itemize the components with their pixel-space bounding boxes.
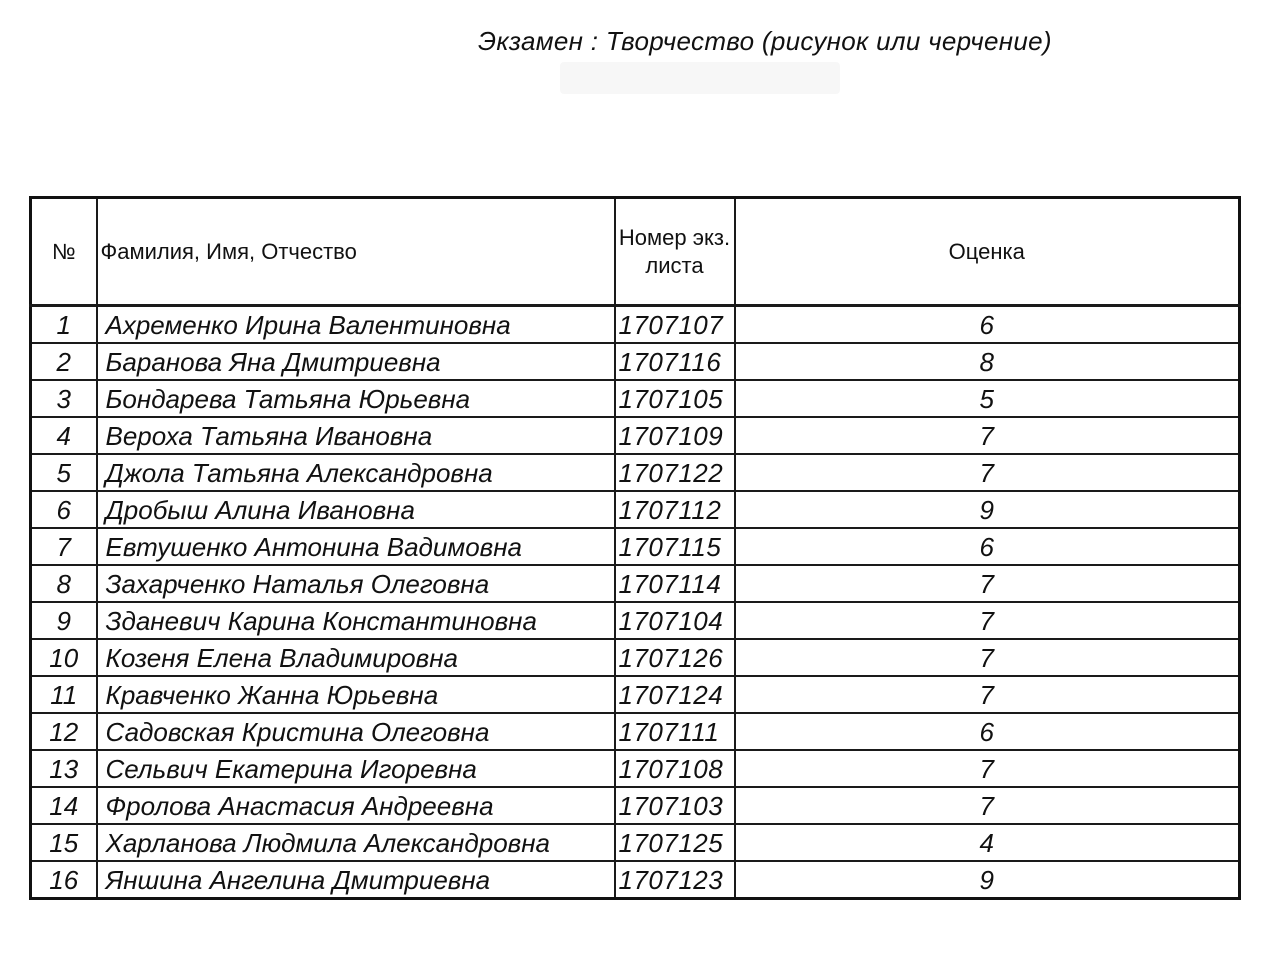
table-row [31, 528, 1240, 565]
row-sheet-number: 1707104 [615, 602, 735, 639]
table-row [31, 861, 1240, 899]
scan-artifact [560, 62, 840, 94]
row-number: 6 [31, 491, 97, 528]
row-sheet-number: 1707103 [615, 787, 735, 824]
table-row [31, 713, 1240, 750]
row-full-name: Евтушенко Антонина Вадимовна [97, 528, 615, 565]
row-grade: 6 [735, 306, 1240, 344]
row-full-name: Ахременко Ирина Валентиновна [97, 306, 615, 344]
table-row [31, 343, 1240, 380]
table-row [31, 787, 1240, 824]
row-number: 4 [31, 417, 97, 454]
row-full-name: Фролова Анастасия Андреевна [97, 787, 615, 824]
row-grade: 7 [735, 750, 1240, 787]
row-full-name: Сельвич Екатерина Игоревна [97, 750, 615, 787]
table-row [31, 306, 1240, 344]
row-number: 3 [31, 380, 97, 417]
table-header-row [31, 198, 1240, 306]
row-full-name: Зданевич Карина Константиновна [97, 602, 615, 639]
row-full-name: Захарченко Наталья Олеговна [97, 565, 615, 602]
row-number: 9 [31, 602, 97, 639]
header-number: № [31, 198, 97, 306]
row-full-name: Бондарева Татьяна Юрьевна [97, 380, 615, 417]
row-number: 10 [31, 639, 97, 676]
row-sheet-number: 1707122 [615, 454, 735, 491]
table-row [31, 454, 1240, 491]
row-grade: 7 [735, 454, 1240, 491]
row-sheet-number: 1707108 [615, 750, 735, 787]
table-row [31, 417, 1240, 454]
row-number: 1 [31, 306, 97, 344]
row-grade: 6 [735, 528, 1240, 565]
row-number: 8 [31, 565, 97, 602]
row-sheet-number: 1707114 [615, 565, 735, 602]
row-sheet-number: 1707115 [615, 528, 735, 565]
row-number: 15 [31, 824, 97, 861]
row-sheet-number: 1707105 [615, 380, 735, 417]
table-row [31, 602, 1240, 639]
row-number: 13 [31, 750, 97, 787]
header-full-name: Фамилия, Имя, Отчество [97, 198, 615, 306]
results-table [29, 196, 1241, 900]
table-row [31, 639, 1240, 676]
row-grade: 7 [735, 639, 1240, 676]
row-number: 14 [31, 787, 97, 824]
row-grade: 9 [735, 491, 1240, 528]
row-grade: 7 [735, 787, 1240, 824]
table-row [31, 565, 1240, 602]
row-number: 12 [31, 713, 97, 750]
row-sheet-number: 1707107 [615, 306, 735, 344]
row-sheet-number: 1707126 [615, 639, 735, 676]
row-full-name: Козеня Елена Владимировна [97, 639, 615, 676]
row-number: 11 [31, 676, 97, 713]
exam-title: Экзамен : Творчество (рисунок или черчение) [478, 26, 1052, 56]
row-sheet-number: 1707112 [615, 491, 735, 528]
table-row [31, 491, 1240, 528]
row-sheet-number: 1707109 [615, 417, 735, 454]
table-row [31, 380, 1240, 417]
row-full-name: Садовская Кристина Олеговна [97, 713, 615, 750]
results-table-body [31, 198, 1240, 899]
row-grade: 4 [735, 824, 1240, 861]
row-number: 2 [31, 343, 97, 380]
table-row [31, 676, 1240, 713]
row-full-name: Харланова Людмила Александровна [97, 824, 615, 861]
row-full-name: Джола Татьяна Александровна [97, 454, 615, 491]
row-full-name: Дробыш Алина Ивановна [97, 491, 615, 528]
row-grade: 7 [735, 602, 1240, 639]
row-grade: 7 [735, 565, 1240, 602]
row-full-name: Вероха Татьяна Ивановна [97, 417, 615, 454]
row-sheet-number: 1707111 [615, 713, 735, 750]
header-grade: Оценка [735, 198, 1240, 306]
row-sheet-number: 1707116 [615, 343, 735, 380]
row-grade: 7 [735, 417, 1240, 454]
row-full-name: Кравченко Жанна Юрьевна [97, 676, 615, 713]
header-sheet-number: Номер экз. листа [615, 198, 735, 306]
row-sheet-number: 1707125 [615, 824, 735, 861]
table-row [31, 750, 1240, 787]
row-number: 16 [31, 861, 97, 899]
row-grade: 7 [735, 676, 1240, 713]
row-grade: 8 [735, 343, 1240, 380]
row-grade: 9 [735, 861, 1240, 899]
row-sheet-number: 1707124 [615, 676, 735, 713]
row-full-name: Яншина Ангелина Дмитриевна [97, 861, 615, 899]
table-row [31, 824, 1240, 861]
row-number: 5 [31, 454, 97, 491]
row-number: 7 [31, 528, 97, 565]
row-full-name: Баранова Яна Дмитриевна [97, 343, 615, 380]
row-grade: 5 [735, 380, 1240, 417]
row-sheet-number: 1707123 [615, 861, 735, 899]
row-grade: 6 [735, 713, 1240, 750]
